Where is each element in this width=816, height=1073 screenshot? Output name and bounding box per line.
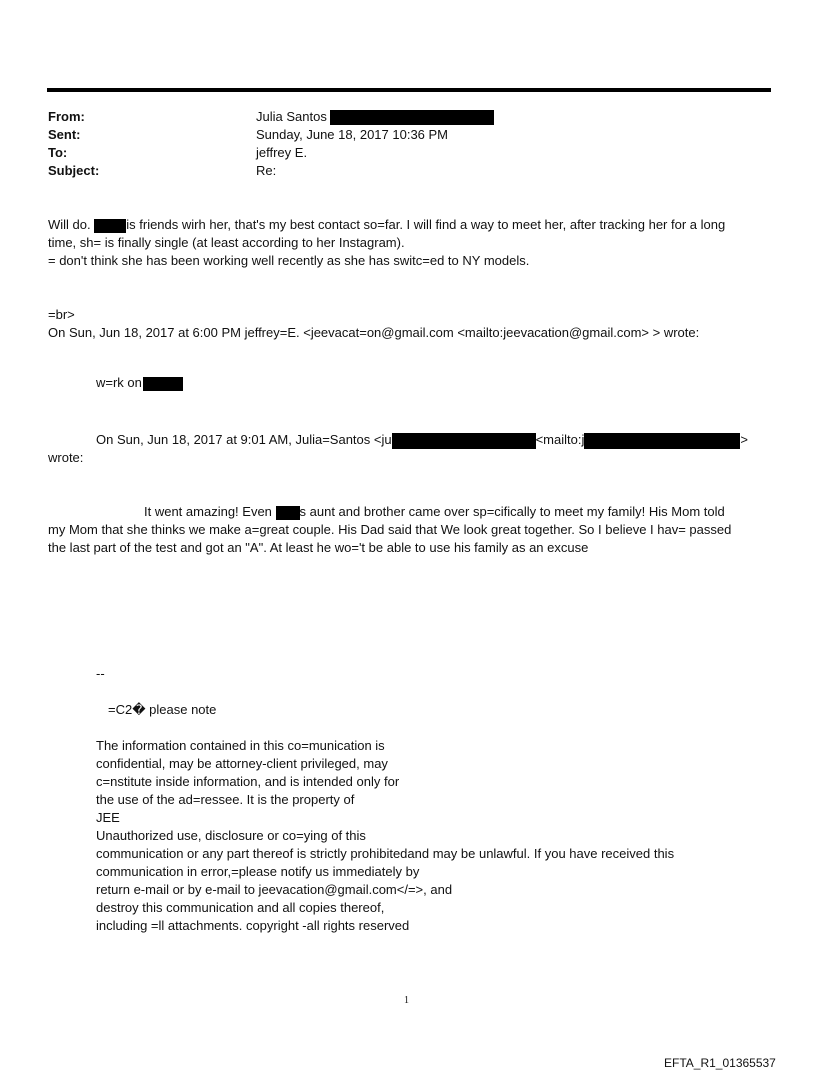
page-number: 1 [404, 995, 409, 1006]
disclaimer-line: The information contained in this co=munication is [96, 738, 385, 753]
body-text: On Sun, Jun 18, 2017 at 9:01 AM, Julia=Santos <ju [96, 432, 392, 447]
body-line: the last part of the test and got an "A". At least he wo='t be able to use his family as an excuse [48, 540, 589, 555]
body-line: =br> [48, 307, 75, 322]
body-line [144, 503, 725, 521]
redaction-block [584, 433, 740, 449]
body-text: <mailto:j [535, 432, 585, 447]
redaction-block [143, 377, 183, 391]
quoted-line [96, 374, 183, 392]
signature-dashes: -- [96, 666, 105, 681]
subject-value: Re: [256, 163, 277, 178]
body-line: = don't think she has been working well recently as she has switc=ed to NY models. [48, 253, 530, 268]
signature-note: =C2� please note [108, 702, 217, 717]
disclaimer-line: including =ll attachments. copyright -all rights reserved [96, 918, 410, 933]
quote-header-1: On Sun, Jun 18, 2017 at 6:00 PM jeffrey=E. <jeevacat=on@gmail.com <mailto:jeevacation@gmail.com> > wrote: [48, 325, 700, 340]
bates-id: EFTA_R1_01365537 [664, 1056, 776, 1070]
redaction-block [330, 110, 494, 125]
body-line [48, 216, 725, 234]
body-line: my Mom that she thinks we make a=great couple. His Dad said that We look great together. So I believe I hav= passed [48, 522, 732, 537]
header-rule [47, 88, 771, 92]
body-text: w=rk on [96, 375, 142, 390]
body-text: > [740, 432, 748, 447]
to-value: jeffrey E. [256, 145, 308, 160]
from-name: Julia Santos [256, 109, 327, 124]
disclaimer-line: destroy this communication and all copies thereof, [96, 900, 385, 915]
body-text: Will do. [48, 217, 91, 232]
disclaimer-line: return e-mail or by e-mail to jeevacation@gmail.com</=>, and [96, 882, 453, 897]
quote-header-2 [96, 431, 748, 449]
body-text: It went amazing! Even [144, 504, 272, 519]
disclaimer-line: JEE [96, 810, 120, 825]
disclaimer-line: confidential, may be attorney-client privileged, may [96, 756, 388, 771]
redaction-block [94, 219, 126, 233]
body-line: wrote: [48, 450, 84, 465]
sent-value: Sunday, June 18, 2017 10:36 PM [256, 127, 449, 142]
disclaimer-line: communication or any part thereof is strictly prohibitedand may be unlawful. If you have received this [96, 846, 675, 861]
redaction-block [392, 433, 536, 449]
body-text: is friends wirh her, that's my best contact so=far. I will find a way to meet her, after tracking her for a long [126, 217, 726, 232]
body-line: time, sh= is finally single (at least according to her Instagram). [48, 235, 405, 250]
disclaimer-line: communication in error,=please notify us immediately by [96, 864, 420, 879]
disclaimer-line: c=nstitute inside information, and is intended only for [96, 774, 400, 789]
from-label: From: [48, 109, 85, 124]
sent-label: Sent: [48, 127, 81, 142]
to-label: To: [48, 145, 68, 160]
disclaimer-line: Unauthorized use, disclosure or co=ying of this [96, 828, 366, 843]
from-value [256, 108, 494, 126]
body-text: s aunt and brother came over sp=cifically to meet my family! His Mom told [299, 504, 725, 519]
subject-label: Subject: [48, 163, 100, 178]
redaction-block [276, 506, 300, 520]
disclaimer-line: the use of the ad=ressee. It is the property of [96, 792, 355, 807]
